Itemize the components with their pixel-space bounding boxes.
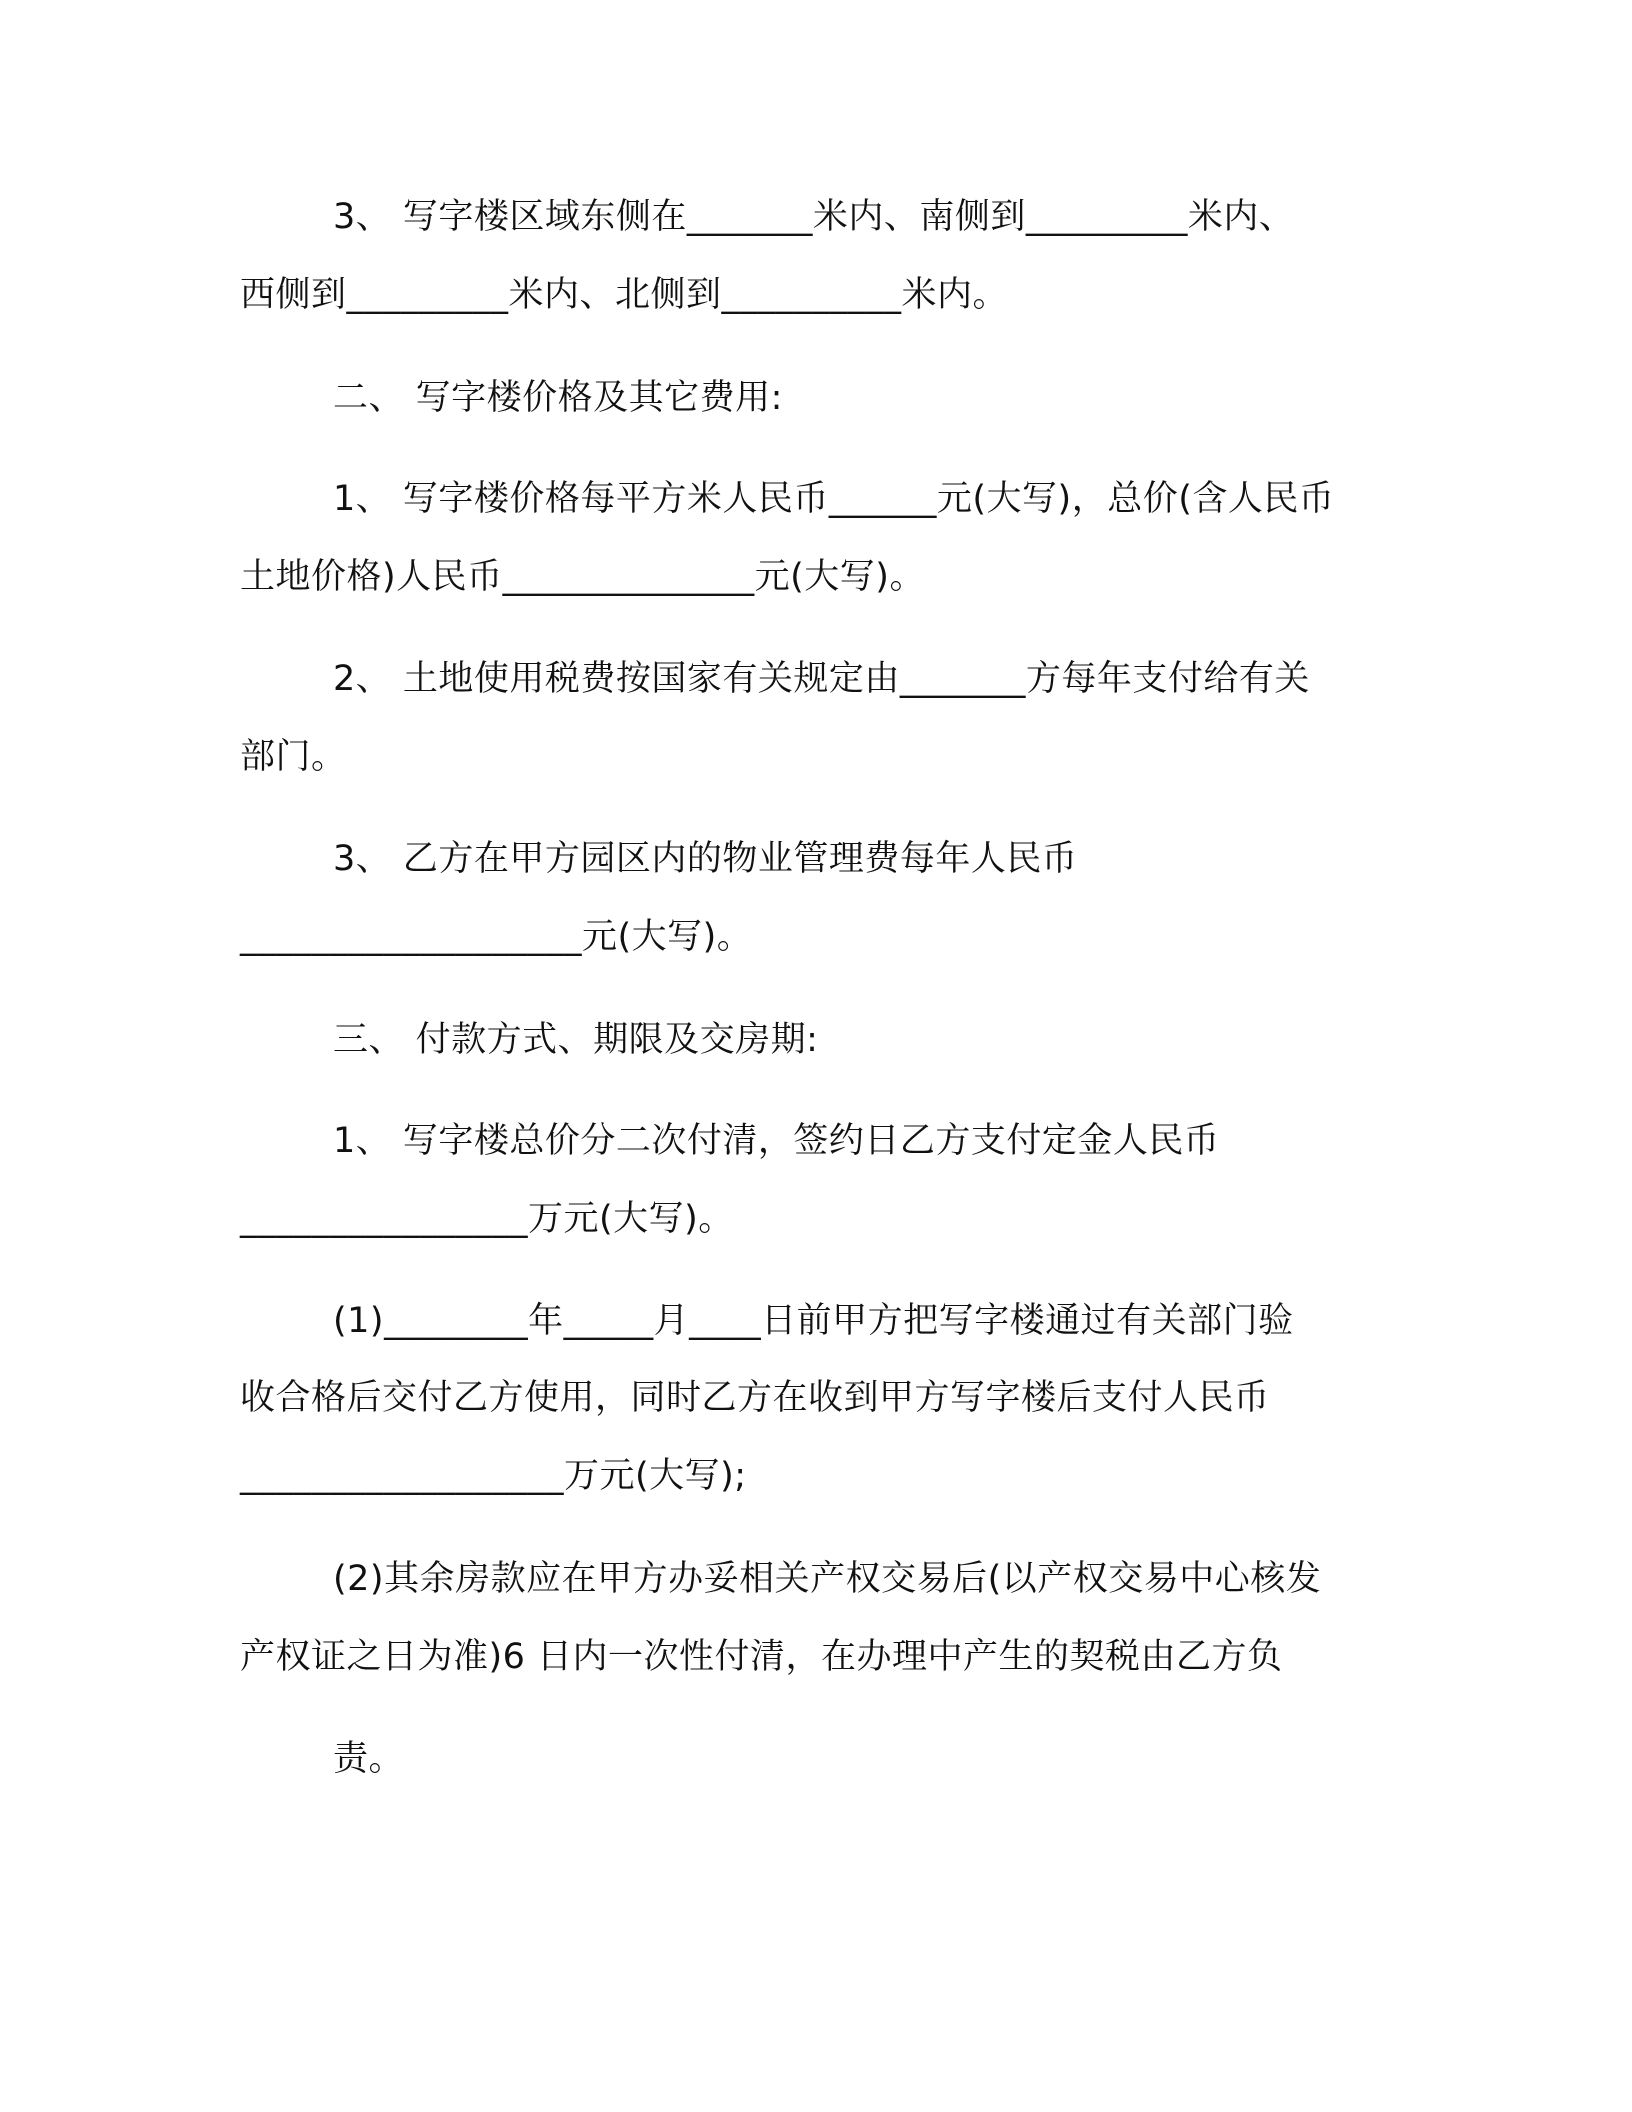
- clause-1-price-line-1: 1、 写字楼价格每平方米人民币______元(大写)，总价(含人民币: [333, 479, 1335, 519]
- clause-2-tax-line-2: 部门。: [240, 737, 347, 777]
- clause-3-area-line-2: 西侧到_________米内、北侧到__________米内。: [240, 275, 1009, 315]
- item-2-line-3: 责。: [333, 1739, 405, 1779]
- clause-2-tax-line-1: 2、 土地使用税费按国家有关规定由_______方每年支付给有关: [333, 659, 1310, 699]
- section-3-heading: 三、 付款方式、期限及交房期:: [333, 1020, 819, 1060]
- clause-1-price-line-2: 土地价格)人民币______________元(大写)。: [240, 557, 925, 597]
- clause-1-payment-line-1: 1、 写字楼总价分二次付清，签约日乙方支付定金人民币: [333, 1121, 1220, 1161]
- clause-3-area-line-1: 3、 写字楼区域东侧在_______米内、南侧到_________米内、: [333, 197, 1295, 237]
- clause-3-fee-line-2: ___________________元(大写)。: [240, 917, 753, 957]
- item-1-line-1: (1)________年_____月____日前甲方把写字楼通过有关部门验: [333, 1301, 1294, 1341]
- item-2-line-2: 产权证之日为准)6 日内一次性付清，在办理中产生的契税由乙方负: [240, 1637, 1283, 1677]
- item-1-line-3: __________________万元(大写);: [240, 1456, 747, 1496]
- section-2-heading: 二、 写字楼价格及其它费用:: [333, 378, 783, 418]
- clause-1-payment-line-2: ________________万元(大写)。: [240, 1199, 734, 1239]
- clause-3-fee-line-1: 3、 乙方在甲方园区内的物业管理费每年人民币: [333, 839, 1078, 879]
- item-2-line-1: (2)其余房款应在甲方办妥相关产权交易后(以产权交易中心核发: [333, 1559, 1322, 1599]
- item-1-line-2: 收合格后交付乙方使用，同时乙方在收到甲方写字楼后支付人民币: [240, 1378, 1270, 1418]
